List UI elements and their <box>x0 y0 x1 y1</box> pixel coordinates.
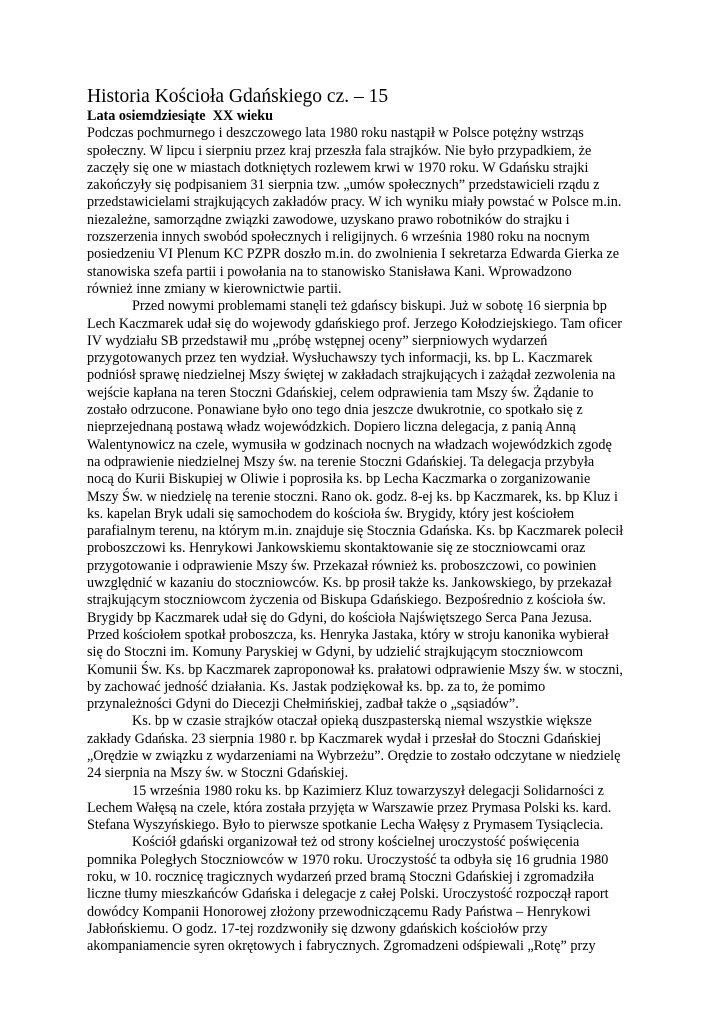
text-line: akompaniamencie syren okrętowych i fabrycznych. Zgromadzeni odśpiewali „Rotę” przy <box>87 938 596 955</box>
text-line: Podczas pochmurnego i deszczowego lata 1980 roku nastąpił w Polsce potężny wstrząs <box>87 125 584 142</box>
text-line: niezależne, samorządne związki zawodowe, uzyskano prawo robotników do strajku i <box>87 211 570 228</box>
paragraph <box>87 834 639 955</box>
text-line: „Orędzie w związku z wydarzeniami na Wybrzeżu”. Orędzie to zostało odczytane w niedzielę <box>87 747 621 764</box>
text-line: by zachować jedność działania. Ks. Jastak podziękował ks. bp. za to, że pomimo <box>87 678 546 695</box>
text-line: zaczęły się one w miastach dotkniętych rozlewem krwi w 1970 roku. W Gdańsku strajki <box>87 159 589 176</box>
text-line: Kościół gdański organizował też od strony kościelnej uroczystość poświęcenia <box>132 834 580 851</box>
text-line: przygotowanych przez ten wydział. Wysłuchawszy tych informacji, ks. bp L. Kaczmarek <box>87 350 593 367</box>
text-line: Komunii Św. Ks. bp Kaczmarek zaproponował ks. prałatowi odprawienie Mszy św. w stoczni, <box>87 661 623 678</box>
text-line: rozszerzenia innych swobód społecznych i religijnych. 6 września 1980 roku na nocnym <box>87 229 590 246</box>
text-line: dowódcy Kompanii Honorowej złożony przewodniczącemu Rady Państwa – Henrykowi <box>87 903 591 920</box>
text-line: przynależności Gdyni do Diecezji Chełmińskiej, zadbał także o „sąsiadów”. <box>87 696 519 713</box>
text-line: przedstawicielami strajkujących zakładów pracy. W ich wyniku miały powstać w Polsce m.in. <box>87 194 622 211</box>
document-subtitle: Lata osiemdziesiąte XX wieku <box>87 108 273 124</box>
text-line: Lech Kaczmarek udał się do wojewody gdańskiego prof. Jerzego Kołodziejskiego. Tam oficer <box>87 315 622 332</box>
text-line: pomnika Poległych Stoczniowców w 1970 roku. Uroczystość ta odbyła się 16 grudnia 1980 <box>87 851 609 868</box>
text-line: Lechem Wałęsą na czele, która została przyjęta w Warszawie przez Prymasa Polski ks. kard. <box>87 799 612 816</box>
text-line: Jabłońskiemu. O godz. 17-tej rozdzwoniły się dzwony gdańskich kościołów przy <box>87 920 548 937</box>
text-line: się do Stoczni im. Komuny Paryskiej w Gdyni, by udzielić strajkującym stoczniowcom <box>87 644 584 661</box>
text-line: liczne tłumy mieszkańców Gdańska i delegacje z całej Polski. Uroczystość rozpoczął raport <box>87 886 609 903</box>
document-title: Historia Kościoła Gdańskiego cz. – 15 <box>87 86 389 107</box>
document-page <box>87 86 639 956</box>
text-line: 24 sierpnia na Mszy św. w Stoczni Gdańskiej. <box>87 765 349 782</box>
paragraph <box>87 713 639 782</box>
text-line: nocą do Kurii Biskupiej w Oliwie i poprosiła ks. bp Lecha Kaczmarka o zorganizowanie <box>87 471 591 488</box>
text-line: wejście kapłana na teren Stoczni Gdańskiej, celem odprawienia tam Mszy św. Żądanie to <box>87 384 594 401</box>
text-line: ks. kapelan Bryk udali się samochodem do kościoła św. Brygidy, który jest kościołem <box>87 505 575 522</box>
text-line: społeczny. W lipcu i sierpniu przez kraj przeszła fala strajków. Nie było przypadkiem, że <box>87 142 592 159</box>
text-line: Ks. bp w czasie strajków otaczał opieką duszpasterską niemal wszystkie większe <box>132 713 592 730</box>
text-line: zostało odrzucone. Ponawiane było ono tego dnia jeszcze dwukrotnie, co spotkało się z <box>87 402 583 419</box>
text-line: zakończyły się podpisaniem 31 sierpnia tzw. „umów społecznych” przedstawicieli rządu z <box>87 177 600 194</box>
text-line: przygotowanie i odprawienie Mszy św. Przekazał również ks. proboszczowi, co powinien <box>87 557 597 574</box>
text-line: stanowiska szefa partii i powołania na to stanowisko Stanisława Kani. Wprowadzono <box>87 263 572 280</box>
text-line: proboszczowi ks. Henrykowi Jankowskiemu skontaktowanie się ze stoczniowcami oraz <box>87 540 586 557</box>
document-body <box>87 125 639 955</box>
text-line: nieprzejednaną postawą władz wojewódzkich. Dopiero liczna delegacja, z panią Anną <box>87 419 576 436</box>
text-line: również inne zmiany w kierownictwie partii. <box>87 280 342 297</box>
text-line: Stefana Wyszyńskiego. Było to pierwsze spotkanie Lecha Wałęsy z Prymasem Tysiąclecia. <box>87 817 604 834</box>
text-line: roku, w 10. rocznicę tragicznych wydarzeń przed bramą Stoczni Gdańskiej i zgromadziła <box>87 869 594 886</box>
text-line: posiedzeniu VI Plenum KC PZPR doszło m.in. do zwolnienia I sekretarza Edwarda Gierka ze <box>87 246 620 263</box>
text-line: 15 września 1980 roku ks. bp Kazimierz Kluz towarzyszył delegacji Solidarności z <box>132 782 604 799</box>
text-line: Przed kościołem spotkał proboszcza, ks. Henryka Jastaka, który w stroju kanonika wybierał <box>87 626 609 643</box>
text-line: Mszy Św. w niedzielę na terenie stoczni. Rano ok. godz. 8-ej ks. bp Kaczmarek, ks. bp Kluz i <box>87 488 618 505</box>
text-line: na odprawienie niedzielnej Mszy św. na terenie Stoczni Gdańskiej. Ta delegacja przybyła <box>87 453 595 470</box>
text-line: podniósł sprawę niedzielnej Mszy świętej w zakładach strajkujących i zażądał zezwolenia na <box>87 367 616 384</box>
text-line: IV wydziału SB przedstawił mu „próbę wstępnej oceny” sierpniowych wydarzeń <box>87 332 548 349</box>
text-line: Brygidy bp Kaczmarek udał się do Gdyni, do kościoła Najświętszego Serca Pana Jezusa. <box>87 609 593 626</box>
paragraph <box>87 298 639 713</box>
text-line: uwzględnić w kazaniu do stoczniowców. Ks. bp prosił także ks. Jankowskiego, by przekazał <box>87 575 612 592</box>
text-line: strajkującym stoczniowcom życzenia od Biskupa Gdańskiego. Bezpośrednio z kościoła św. <box>87 592 606 609</box>
text-line: zakłady Gdańska. 23 sierpnia 1980 r. bp Kaczmarek wydał i przesłał do Stoczni Gdańskiej <box>87 730 602 747</box>
paragraph <box>87 125 639 298</box>
text-line: Przed nowymi problemami stanęli też gdańscy biskupi. Już w sobotę 16 sierpnia bp <box>132 298 607 315</box>
text-line: parafialnym terenu, na którym m.in. znajduje się Stocznia Gdańska. Ks. bp Kaczmarek polecił <box>87 523 624 540</box>
text-line: Walentynowicz na czele, wymusiła w godzinach nocnych na władzach wojewódzkich zgodę <box>87 436 612 453</box>
paragraph <box>87 783 639 835</box>
